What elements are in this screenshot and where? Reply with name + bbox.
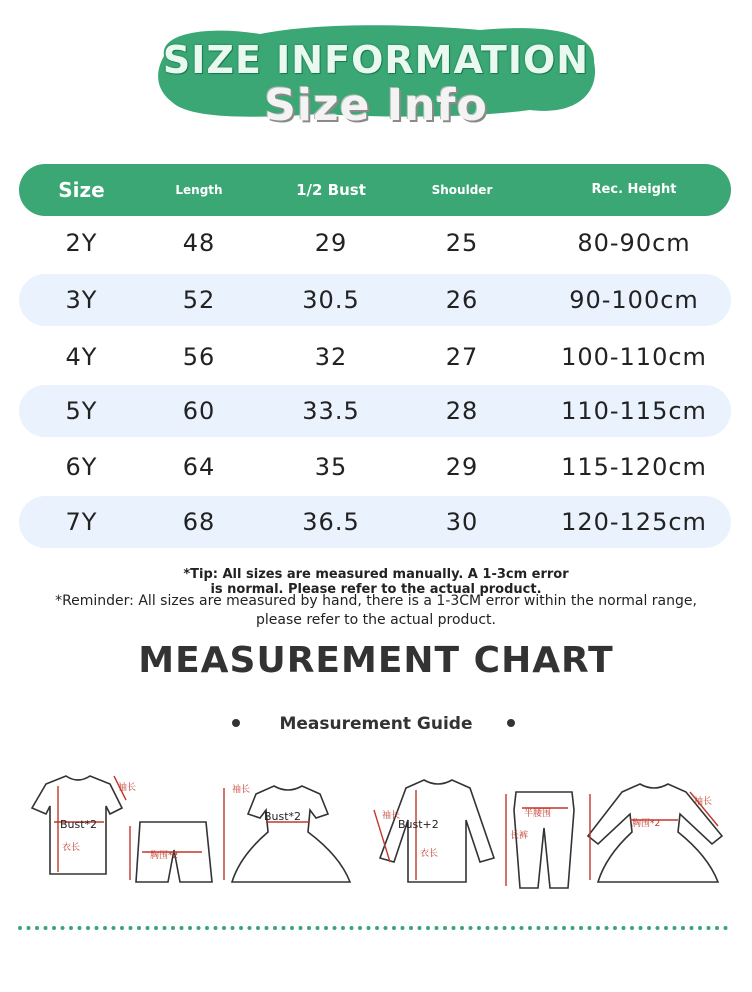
cell-half-bust: 36.5 <box>302 508 360 536</box>
table-row <box>19 274 731 326</box>
tip-line-2: is normal. Please refer to the actual product. <box>210 582 542 597</box>
cell-rec-height: 110-115cm <box>561 397 707 425</box>
cell-length: 60 <box>182 397 216 425</box>
cell-shoulder: 29 <box>445 453 479 481</box>
size-table-header <box>19 164 731 216</box>
reminder-line-1: *Reminder: All sizes are measured by hand, there is a 1-3CM error within the normal range, <box>55 593 697 609</box>
cell-half-bust: 29 <box>314 229 348 257</box>
cell-rec-height: 115-120cm <box>561 453 707 481</box>
header-rec-height: Rec. Height <box>591 182 677 197</box>
cell-rec-height: 80-90cm <box>577 229 691 257</box>
table-row <box>19 217 731 269</box>
long-sleeve-illustration <box>380 780 494 882</box>
cell-size: 7Y <box>65 508 98 536</box>
label-bust-c: Bust+2 <box>398 818 439 831</box>
cell-size: 4Y <box>65 343 98 371</box>
banner-title: Size Info <box>264 80 488 131</box>
label-chest-b: 胸围*2 <box>632 819 661 829</box>
bullet-dot <box>507 719 515 727</box>
cell-size: 2Y <box>65 229 98 257</box>
label-sleeve-a: 袖长 <box>118 783 137 793</box>
header-shoulder: Shoulder <box>431 183 493 197</box>
label-sleeve-c: 袖长 <box>382 811 401 821</box>
label-bust-a: Bust*2 <box>60 818 98 831</box>
cell-length: 64 <box>182 453 216 481</box>
measurement-guide-label: Measurement Guide <box>279 714 473 734</box>
label-bust-b: Bust*2 <box>264 810 302 823</box>
header-size: Size <box>58 178 105 202</box>
cell-half-bust: 35 <box>314 453 348 481</box>
cell-length: 56 <box>182 343 216 371</box>
cell-length: 68 <box>182 508 216 536</box>
reminder-note <box>0 592 752 630</box>
cell-size: 5Y <box>65 397 98 425</box>
cell-shoulder: 27 <box>445 343 479 371</box>
cell-size: 3Y <box>65 286 98 314</box>
cell-rec-height: 90-100cm <box>569 286 699 314</box>
label-waist-half: 半腰围 <box>524 809 552 819</box>
cell-length: 52 <box>182 286 216 314</box>
label-length-a: 衣长 <box>62 843 81 853</box>
table-row <box>19 496 731 548</box>
cell-shoulder: 25 <box>445 229 479 257</box>
cell-shoulder: 30 <box>445 508 479 536</box>
label-sleeve-d: 袖长 <box>694 797 713 807</box>
cell-shoulder: 26 <box>445 286 479 314</box>
tip-line-1: *Tip: All sizes are measured manually. A 1-3cm error <box>183 567 569 582</box>
banner-english-title: SIZE INFORMATION <box>162 38 590 82</box>
header-length: Length <box>175 183 223 197</box>
cell-rec-height: 100-110cm <box>561 343 707 371</box>
table-row <box>19 331 731 383</box>
header-half-bust: 1/2 Bust <box>296 181 366 199</box>
reminder-line-2: please refer to the actual product. <box>256 612 496 628</box>
label-length-c: 衣长 <box>420 849 439 859</box>
measurement-chart-title: MEASUREMENT CHART <box>138 640 614 681</box>
table-row <box>19 441 731 493</box>
cell-size: 6Y <box>65 453 98 481</box>
dress-illustration <box>232 786 350 882</box>
cell-half-bust: 33.5 <box>302 397 360 425</box>
table-row <box>19 385 731 437</box>
cell-half-bust: 32 <box>314 343 348 371</box>
label-sleeve-b: 袖长 <box>232 785 251 795</box>
size-info-banner <box>150 18 602 130</box>
cell-half-bust: 30.5 <box>302 286 360 314</box>
label-chest-a: 胸围*2 <box>150 851 179 861</box>
cell-shoulder: 28 <box>445 397 479 425</box>
dotted-divider <box>18 925 734 931</box>
cell-rec-height: 120-125cm <box>561 508 707 536</box>
garment-illustrations <box>18 770 734 900</box>
cell-length: 48 <box>182 229 216 257</box>
label-pants-length: 长裤 <box>510 831 529 841</box>
